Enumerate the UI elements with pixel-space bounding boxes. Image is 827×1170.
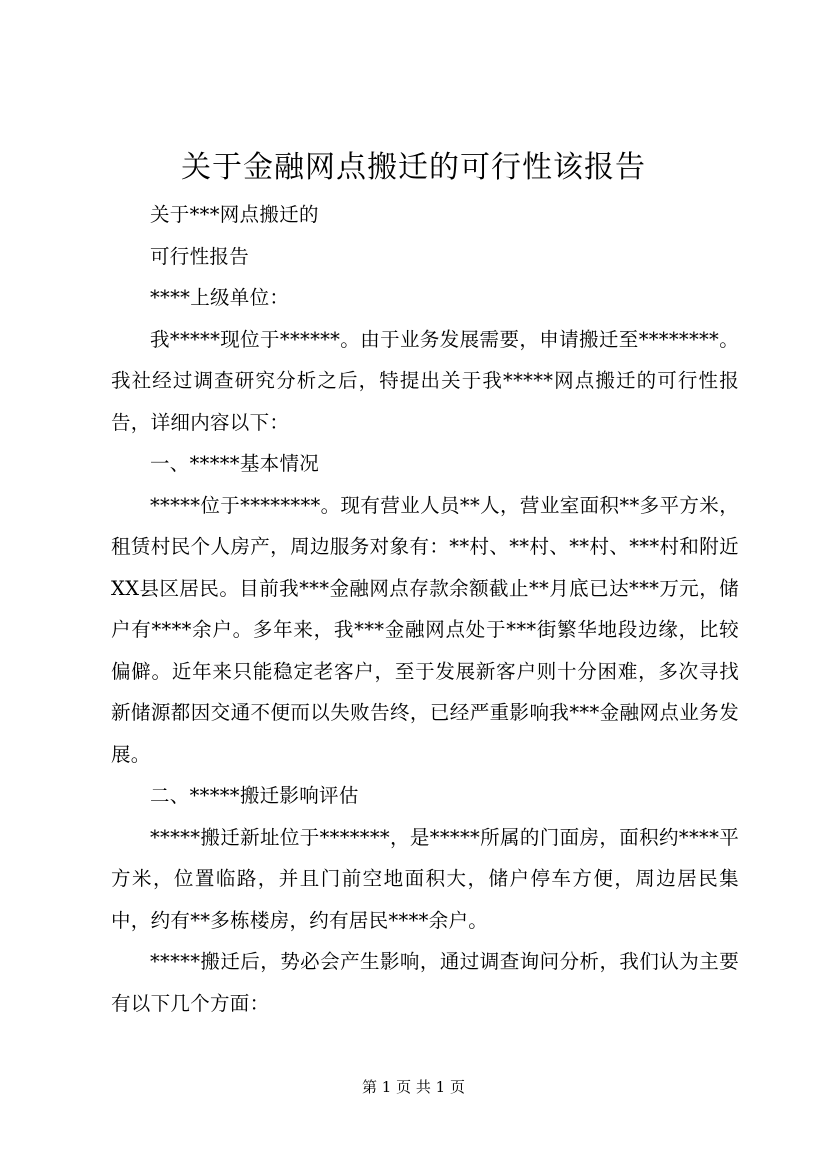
paragraph: 我*****现位于******。由于业务发展需要，申请搬迁至********。我社经过调查研究分析之后，特提出关于我*****网点搬迁的可行性报告，详细内容以下： — [111, 327, 739, 434]
paragraph: 关于***网点搬迁的 — [150, 203, 319, 226]
paragraph: 可行性报告 — [150, 244, 250, 268]
document-title: 关于金融网点搬迁的可行性该报告 — [181, 150, 646, 185]
paragraph: *****位于********。现有营业人员**人，营业室面积**多平方米，租赁村民个人房产，周边服务对象有：**村、**村、**村、***村和附近XX县区居民。目前我***金融网点存款余额截止**月底已达***万元，储户有****余户。多年来，我***金融网点处于***街繁华地段边缘，比较偏僻。近年来只能稳定老客户，至于发展新客户则十分困难，多次寻找新储源都因交通不便而以失败告终，已经严重影响我***金融网点业务发展。 — [111, 493, 739, 766]
section-heading: 二、*****搬迁影响评估 — [150, 784, 359, 807]
salutation: ****上级单位： — [150, 286, 290, 309]
paragraph: *****搬迁新址位于*******，是*****所属的门面房，面积约****平方米，位置临路，并且门前空地面积大，储户停车方便，周边居民集中，约有**多栋楼房，约有居民****余户。 — [111, 825, 739, 932]
paragraph: *****搬迁后，势必会产生影响，通过调查询问分析，我们认为主要有以下几个方面： — [111, 950, 739, 1015]
document-body — [111, 194, 739, 1024]
page-footer: 第 1 页 共 1 页 — [362, 1078, 465, 1096]
section-heading: 一、*****基本情况 — [150, 452, 320, 475]
